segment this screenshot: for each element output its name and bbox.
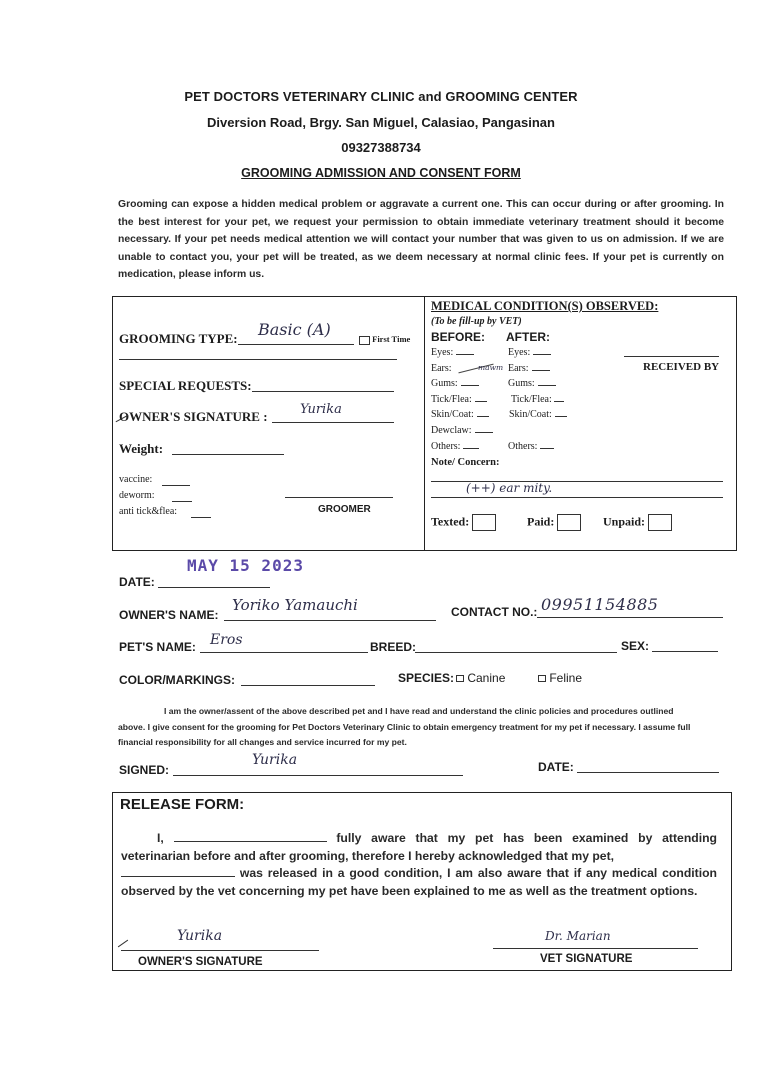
intro-paragraph: Grooming can expose a hidden medical problem or aggravate a current one. This can occur during or after grooming. In the best interest for your pet, we request your permission to obtain immediate veterinary treatment should it become necessary. If your pet needs medical attention we will contact your number that was given to us on admission. If we are unable to contact you, your pet will be treated, as we deem necessary at normal clinic fees. If your pet is currently on medication, please inform us. (118, 199, 724, 281)
tickflea-after-field[interactable] (554, 401, 564, 402)
canine-label: Canine (467, 671, 506, 685)
medical-row (431, 394, 591, 410)
note-value: (++) ear mity. (466, 481, 553, 495)
dewclaw-before-field[interactable] (475, 432, 493, 433)
groomer-signature-field[interactable] (285, 497, 393, 498)
species-feline-option[interactable] (538, 671, 582, 685)
grooming-type-field[interactable] (238, 344, 354, 345)
medical-title: MEDICAL CONDITION(S) OBSERVED: (431, 299, 659, 313)
clinic-name: PET DOCTORS VETERINARY CLINIC and GROOMING CENTER (184, 89, 578, 104)
vaccine-label: vaccine: (119, 474, 153, 485)
release-bottom-rule (112, 970, 732, 971)
special-requests-label: SPECIAL REQUESTS: (119, 378, 252, 393)
weight-label: Weight: (119, 441, 164, 456)
medical-row (431, 363, 591, 379)
ears-note: mawm (478, 363, 504, 372)
release-owner-signature-value: Yurika (177, 928, 223, 944)
others-before-label: Others: (431, 440, 461, 452)
contact-label: CONTACT NO.: (451, 605, 538, 619)
gums-before-label: Gums: (431, 378, 458, 390)
pet-name-field[interactable] (200, 652, 368, 653)
feline-label: Feline (549, 671, 583, 685)
texted-checkbox[interactable] (431, 514, 496, 531)
date-label: DATE: (119, 575, 155, 589)
groomer-label: GROOMER (318, 504, 371, 515)
dewclaw-before-label: Dewclaw: (431, 424, 472, 436)
canine-box[interactable] (456, 675, 464, 682)
release-owner-name-field[interactable] (174, 841, 327, 842)
pet-name-label: PET'S NAME: (119, 640, 196, 654)
species-label: SPECIES: (398, 671, 455, 685)
breed-field[interactable] (415, 652, 617, 653)
medical-row (431, 347, 591, 363)
ears-after-field[interactable] (532, 370, 550, 371)
eyes-before-field[interactable] (456, 354, 474, 355)
date-field[interactable] (158, 587, 270, 588)
skincoat-after-field[interactable] (555, 416, 567, 417)
medical-rows (431, 347, 591, 456)
signed-field[interactable] (173, 775, 463, 776)
antitick-field[interactable] (191, 517, 211, 518)
others-after-label: Others: (508, 441, 554, 452)
owner-name-label: OWNER'S NAME: (119, 608, 219, 622)
unpaid-label: Unpaid: (603, 514, 646, 529)
clinic-address: Diversion Road, Brgy. San Miguel, Calasiao, Pangasinan (207, 115, 555, 130)
grooming-type-label: GROOMING TYPE: (119, 331, 238, 346)
color-markings-field[interactable] (241, 685, 375, 686)
paid-label: Paid: (527, 514, 555, 529)
signed-label: SIGNED: (119, 763, 170, 777)
release-owner-signature-label: OWNER'S SIGNATURE (138, 956, 263, 968)
eyes-after-field[interactable] (533, 354, 551, 355)
medical-row (431, 409, 591, 425)
sex-label: SEX: (621, 639, 650, 653)
vet-signature-label: VET SIGNATURE (540, 953, 633, 965)
release-top-rule (112, 792, 732, 793)
texted-label: Texted: (431, 514, 470, 529)
owner-signature-field[interactable] (272, 422, 394, 423)
skincoat-before-field[interactable] (477, 416, 489, 417)
unpaid-box[interactable] (648, 514, 672, 531)
before-label: BEFORE: (431, 330, 485, 344)
vet-signature-field[interactable] (493, 948, 698, 949)
others-before-field[interactable] (463, 448, 479, 449)
tickflea-before-field[interactable] (475, 401, 487, 402)
medical-row (431, 441, 591, 457)
ears-after-label: Ears: (508, 363, 550, 374)
feline-box[interactable] (538, 675, 546, 682)
pet-name-value: Eros (210, 632, 243, 648)
deworm-field[interactable] (172, 501, 192, 502)
antitick-label: anti tick&flea: (119, 506, 178, 517)
note-label: Note/ Concern: (431, 457, 500, 468)
special-requests-field[interactable] (252, 391, 394, 392)
signed-value: Yurika (252, 752, 298, 768)
owner-signature-label: OWNER'S SIGNATURE : (119, 409, 268, 424)
received-by-label: RECEIVED BY (643, 361, 720, 373)
gums-before-field[interactable] (461, 385, 479, 386)
received-date-stamp: MAY 15 2023 (187, 556, 304, 575)
skincoat-before-label: Skin/Coat: (431, 409, 474, 421)
release-text-1: I, (157, 831, 174, 845)
vet-signature-value: Dr. Marian (545, 929, 611, 943)
owner-signature-value: Yurika (300, 402, 342, 417)
tickflea-before-label: Tick/Flea: (431, 393, 472, 405)
first-time-label: First Time (372, 334, 411, 344)
others-after-field[interactable] (540, 448, 554, 449)
signed-date-label: DATE: (538, 760, 574, 774)
release-paragraph (121, 830, 717, 900)
medical-subtitle: (To be fill-up by VET) (431, 316, 522, 327)
grooming-type-line-2 (119, 359, 397, 360)
box-divider (424, 296, 425, 551)
color-markings-label: COLOR/MARKINGS: (119, 673, 235, 687)
weight-field[interactable] (172, 454, 284, 455)
owner-name-value: Yoriko Yamauchi (232, 596, 358, 614)
release-sig-slash (118, 940, 128, 948)
paid-box[interactable] (557, 514, 581, 531)
species-canine-option[interactable] (456, 671, 505, 685)
release-pet-field[interactable] (121, 876, 235, 877)
form-title: GROOMING ADMISSION AND CONSENT FORM (241, 166, 521, 180)
grooming-type-value: Basic (A) (258, 320, 331, 339)
medical-row (431, 378, 591, 394)
first-time-box[interactable] (359, 336, 370, 345)
first-time-checkbox[interactable] (359, 334, 410, 345)
release-text-2: fully aware that my pet has been examined by attending veterinarian before and after grooming, therefore I hereby acknowledged that my pet, (121, 831, 717, 863)
consent-line-2: above. I give consent for the grooming for Pet Doctors Veterinary Clinic to obtain emergency treatment for my pet if necessary. I assume full financial responsibility for all changes and service incurred for my pet. (118, 721, 691, 747)
release-left-rule (112, 792, 113, 970)
unpaid-checkbox[interactable] (603, 514, 672, 531)
release-owner-signature-field[interactable] (121, 950, 319, 951)
deworm-label: deworm: (119, 490, 155, 501)
after-label: AFTER: (506, 330, 550, 344)
gums-after-field[interactable] (538, 385, 556, 386)
medical-row (431, 425, 591, 441)
clinic-phone: 09327388734 (341, 140, 421, 155)
tickflea-after-label: Tick/Flea: (511, 394, 564, 405)
gums-after-label: Gums: (508, 378, 556, 389)
contact-field[interactable] (537, 617, 723, 618)
consent-line-1: I am the owner/assent of the above described pet and I have read and understand the clinic policies and procedures outlined (164, 706, 674, 716)
release-right-rule (731, 792, 732, 970)
release-title: RELEASE FORM: (120, 796, 245, 813)
note-line-2 (431, 497, 723, 498)
breed-label: BREED: (370, 640, 417, 654)
eyes-after-label: Eyes: (508, 347, 551, 358)
signed-date-field[interactable] (577, 772, 719, 773)
contact-value: 09951154885 (541, 595, 659, 614)
consent-paragraph (118, 704, 726, 751)
sex-field[interactable] (652, 651, 718, 652)
owner-name-field[interactable] (224, 620, 436, 621)
release-text-3: was released in a good condition, I am also aware that if any medical condition observed by the vet concerning my pet have been explained to me as well as the treatment options. (121, 866, 717, 898)
received-by-field[interactable] (624, 356, 719, 357)
vaccine-field[interactable] (162, 485, 190, 486)
skincoat-after-label: Skin/Coat: (509, 409, 567, 420)
texted-box[interactable] (472, 514, 496, 531)
eyes-before-label: Eyes: (431, 347, 454, 358)
paid-checkbox[interactable] (527, 514, 581, 531)
ears-before-label: Ears: (431, 362, 452, 374)
